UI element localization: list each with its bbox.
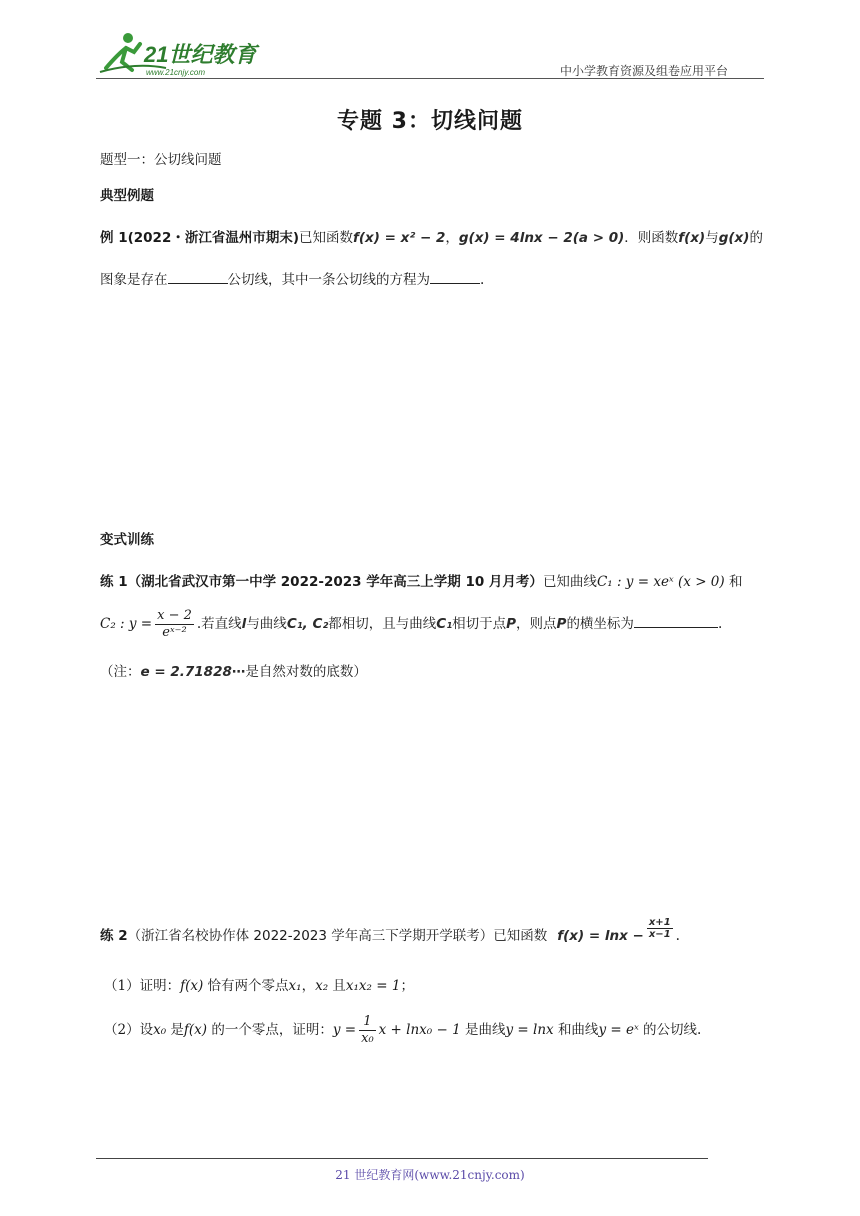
practice-source: （浙江省名校协作体 2022-2023 学年高三下学期开学联考）	[127, 928, 494, 944]
practice-2-item-2	[104, 1014, 701, 1047]
formula-f: f(x)	[183, 1022, 208, 1038]
formula-p: P	[506, 616, 517, 632]
formula-x0: x₀	[153, 1022, 167, 1038]
text: ，	[301, 978, 316, 994]
practice-source: （湖北省武汉市第一中学 2022-2023 学年高三上学期 10 月月考）	[127, 574, 543, 590]
text: 恰有两个零点	[207, 978, 289, 994]
section-heading-type1: 题型一：公切线问题	[100, 152, 222, 168]
text: （1）证明：	[104, 978, 181, 994]
text: 是曲线	[464, 1022, 506, 1038]
text: ，	[445, 230, 459, 246]
answer-blank	[430, 271, 480, 284]
formula-l: l	[241, 616, 247, 632]
formula-c2-lhs: C₂ : y =	[100, 616, 153, 632]
footer-text: 21 世纪教育网(www.21cnjy.com)	[335, 1168, 525, 1182]
text: ；	[400, 978, 414, 994]
text: 相切于点	[452, 616, 507, 632]
text: 是	[170, 1022, 184, 1038]
text: .	[717, 616, 723, 632]
practice-1-line-2	[100, 608, 722, 641]
formula-x1: x₁	[288, 978, 302, 994]
formula-x2: x₂	[315, 978, 329, 994]
answer-blank	[168, 271, 228, 284]
example-label: 例 1	[100, 230, 128, 246]
site-logo	[96, 28, 266, 80]
text: （注：	[100, 664, 141, 680]
fraction-numerator: x − 2	[157, 608, 192, 623]
formula-x1x2: x₁x₂ = 1	[345, 978, 401, 994]
formula-f: f(x)	[180, 978, 204, 994]
formula-rest: x + lnx₀ − 1	[378, 1022, 461, 1038]
formula-f: f(x)	[678, 230, 706, 246]
example-source: (2022・浙江省温州市期末)	[127, 230, 300, 246]
text: 和曲线	[557, 1022, 599, 1038]
fraction-denominator: x₀	[361, 1031, 374, 1046]
text: .	[675, 928, 680, 944]
text: 都相切，且与曲线	[328, 616, 437, 632]
fraction-numerator: 1	[359, 1014, 376, 1031]
practice-2-item-1	[104, 974, 414, 994]
formula-e: e = 2.71828⋯	[140, 664, 246, 680]
section-heading-practice: 变式训练	[100, 532, 154, 548]
example-1-line-1	[100, 226, 763, 246]
text: 是自然对数的底数）	[245, 664, 367, 680]
practice-label: 练 2	[100, 928, 128, 944]
formula-fx: f(x) = x² − 2	[353, 230, 446, 246]
text: 的横坐标为	[566, 616, 634, 632]
section-heading-examples: 典型例题	[100, 188, 154, 204]
practice-1-line-1	[100, 570, 742, 590]
text: 和	[728, 574, 743, 590]
text: 已知函数	[299, 230, 354, 246]
text: 公切线，其中一条公切线的方程为	[227, 272, 430, 288]
footer-divider	[96, 1158, 708, 1159]
formula-g: g(x)	[718, 230, 750, 246]
answer-blank	[634, 615, 718, 628]
formula-c1: C₁	[436, 616, 453, 632]
text: 且	[332, 978, 346, 994]
formula-gx: g(x) = 4lnx − 2(a > 0)	[458, 230, 625, 246]
text: 与曲线	[246, 616, 287, 632]
text: ，则点	[516, 616, 557, 632]
text: （2）设	[104, 1022, 154, 1038]
header-platform-text: 中小学教育资源及组卷应用平台	[560, 64, 729, 78]
text: ．则函数	[624, 230, 679, 246]
fraction-numerator: x+1	[648, 917, 671, 928]
text: 与	[705, 230, 719, 246]
page-title: 专题 3：切线问题	[337, 109, 523, 134]
example-1-line-2	[100, 268, 484, 288]
text: 图象是存在	[100, 272, 168, 288]
text: .	[480, 272, 485, 288]
formula-y: y =	[332, 1022, 357, 1038]
formula-c1: C₁ : y = xeˣ (x > 0)	[596, 574, 725, 590]
practice-1-note	[100, 660, 367, 680]
formula-c1c2: C₁, C₂	[286, 616, 329, 632]
fraction-fx	[647, 917, 673, 940]
practice-2-line-1	[100, 917, 680, 948]
fraction-1-x0	[359, 1014, 376, 1047]
text: 的公切线.	[643, 1022, 702, 1038]
practice-label: 练 1	[100, 574, 128, 590]
text: .若直线	[196, 616, 242, 632]
formula-fx-lhs: f(x) = lnx −	[557, 928, 644, 944]
text: 已知函数	[493, 928, 548, 944]
logo-url: www.21cnjy.com	[146, 68, 205, 77]
text: 的	[749, 230, 763, 246]
formula-p: P	[556, 616, 567, 632]
logo-text: 21世纪教育	[144, 42, 257, 67]
header-divider	[96, 78, 764, 79]
fraction-denominator: eˣ⁻²	[162, 625, 187, 640]
text: 已知曲线	[542, 574, 597, 590]
formula-curve-2: y = eˣ	[598, 1022, 639, 1038]
fraction-c2	[155, 608, 194, 641]
runner-logo-icon	[96, 28, 266, 80]
formula-curve-1: y = lnx	[505, 1022, 554, 1038]
text: 的一个零点，证明：	[211, 1022, 333, 1038]
fraction-denominator: x−1	[648, 929, 671, 940]
